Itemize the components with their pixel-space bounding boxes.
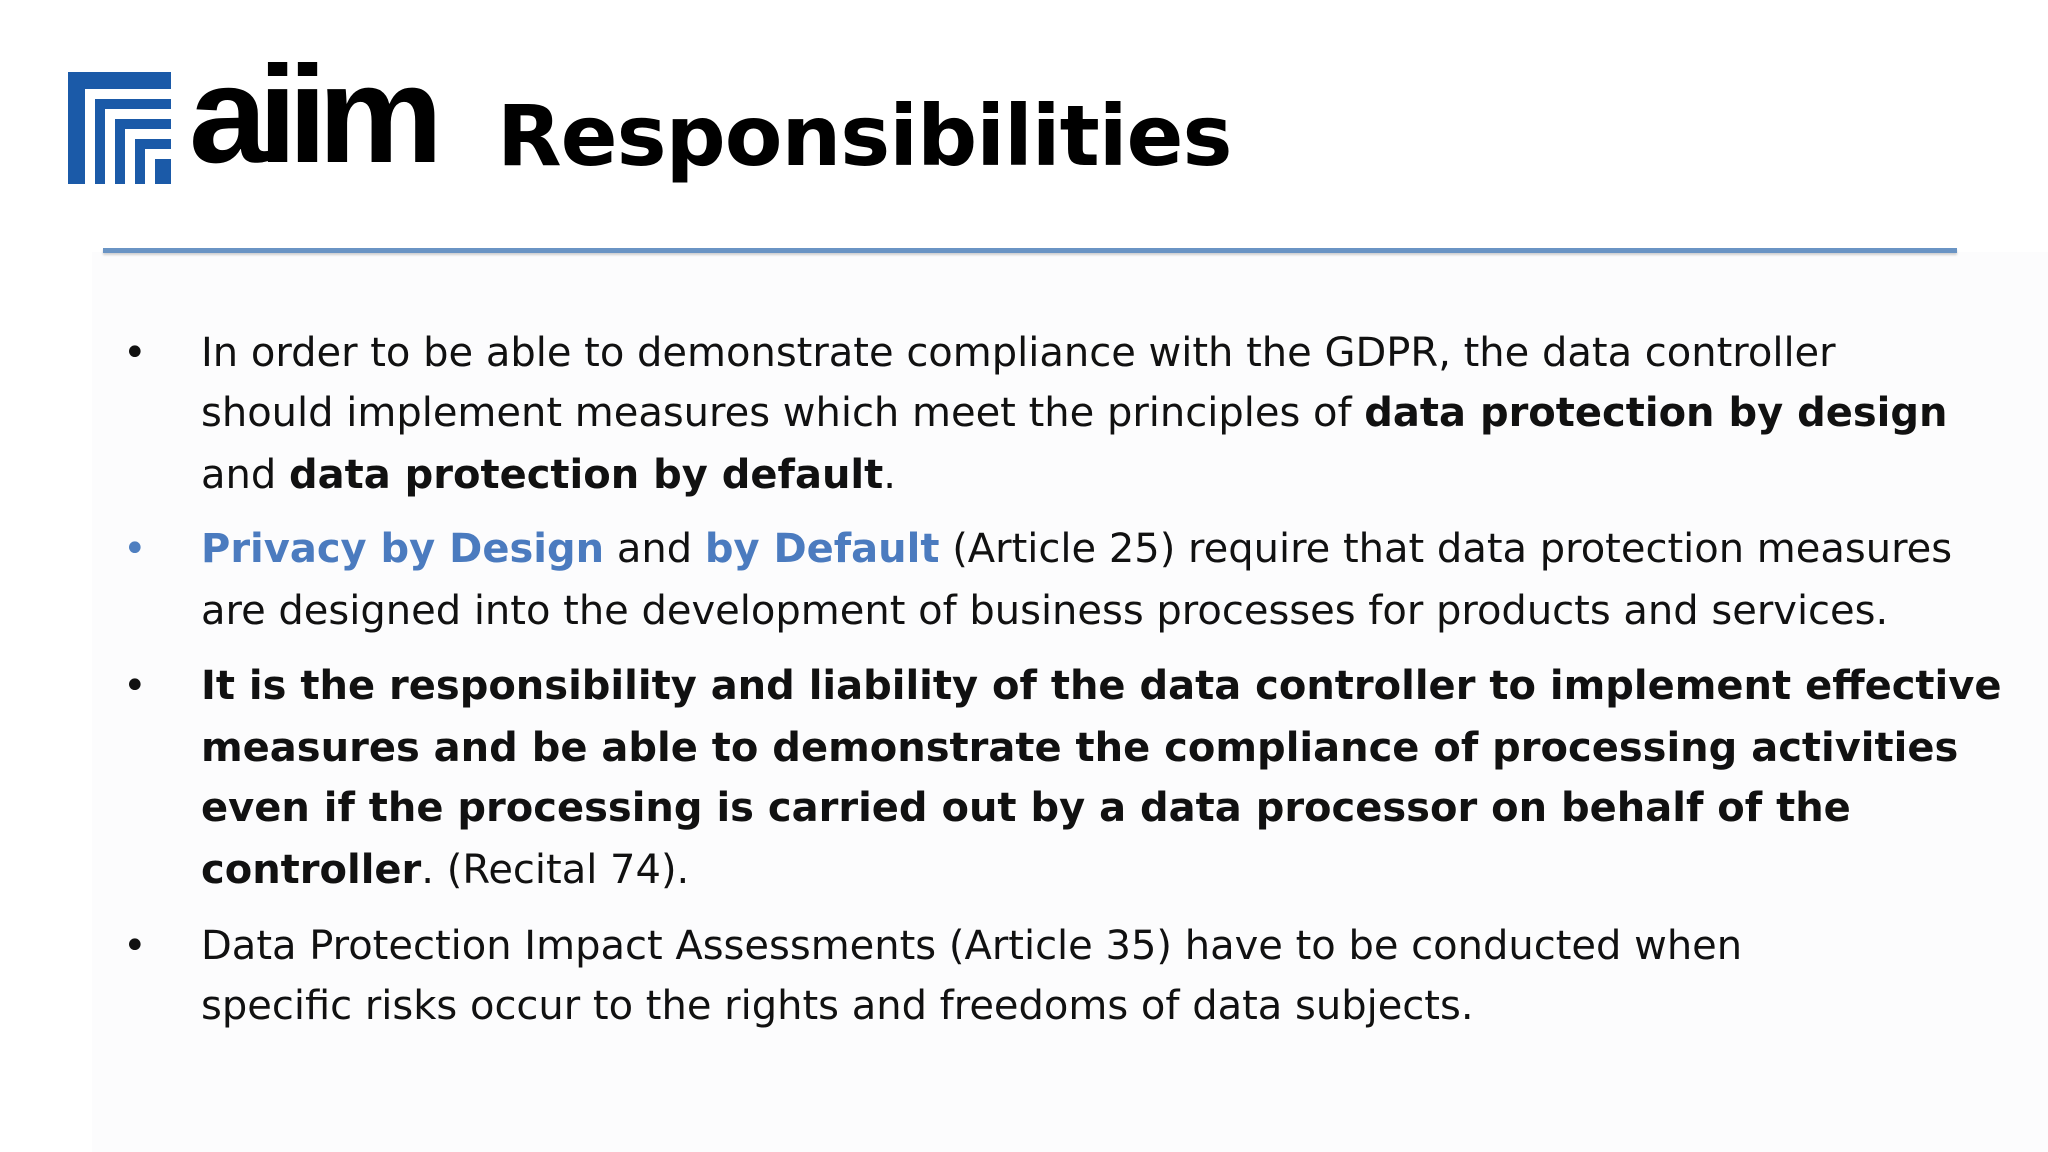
bold-run: It is the responsibility and liability of the data controller to implement effective bbox=[201, 663, 2002, 709]
text-line bbox=[201, 444, 896, 506]
bold-run: measures and be able to demonstrate the compliance of processing activities bbox=[201, 725, 1959, 771]
aiim-logo bbox=[68, 38, 434, 192]
text-run: and bbox=[201, 452, 289, 498]
bold-run: data protection by design bbox=[1364, 390, 1948, 436]
highlight-privacy-by-design: Privacy by Design bbox=[201, 526, 605, 572]
bold-run: even if the processing is carried out by a data processor on behalf of the bbox=[201, 785, 1851, 831]
bold-run: controller bbox=[201, 847, 422, 893]
text-run: . (Recital 74). bbox=[421, 847, 690, 893]
text-line bbox=[201, 839, 689, 901]
bold-run: data protection by default bbox=[288, 452, 884, 498]
text-run: Data Protection Impact Assessments (Article 35) have to be conducted when bbox=[201, 923, 1743, 969]
text-line bbox=[201, 717, 1958, 779]
text-line bbox=[201, 382, 1947, 444]
text-run: should implement measures which meet the principles of bbox=[201, 390, 1365, 436]
text-line bbox=[201, 580, 1888, 642]
title-divider bbox=[103, 248, 1957, 253]
highlight-by-default: by Default bbox=[704, 526, 940, 572]
text-line bbox=[201, 915, 1742, 977]
page-title: Responsibilities bbox=[497, 87, 1232, 185]
aiim-logo-mark-icon bbox=[68, 72, 171, 184]
bullet-dot-icon: • bbox=[123, 330, 147, 376]
text-line bbox=[201, 777, 1851, 839]
text-run: In order to be able to demonstrate compliance with the GDPR, the data controller bbox=[201, 330, 1836, 376]
text-line bbox=[201, 655, 2001, 717]
text-run: . bbox=[883, 452, 896, 498]
text-line bbox=[201, 975, 1474, 1037]
text-run: specific risks occur to the rights and freedoms of data subjects. bbox=[201, 983, 1474, 1029]
text-line bbox=[201, 322, 1836, 384]
text-run: and bbox=[604, 526, 705, 572]
text-run: (Article 25) require that data protection measures bbox=[939, 526, 1953, 572]
text-run: are designed into the development of business processes for products and services. bbox=[201, 588, 1889, 634]
bullet-dot-icon: • bbox=[123, 526, 147, 572]
text-line bbox=[201, 518, 1952, 580]
bullet-dot-icon: • bbox=[123, 663, 147, 709]
bullet-dot-icon: • bbox=[123, 923, 147, 969]
logo-wordmark: aiim bbox=[189, 38, 434, 192]
